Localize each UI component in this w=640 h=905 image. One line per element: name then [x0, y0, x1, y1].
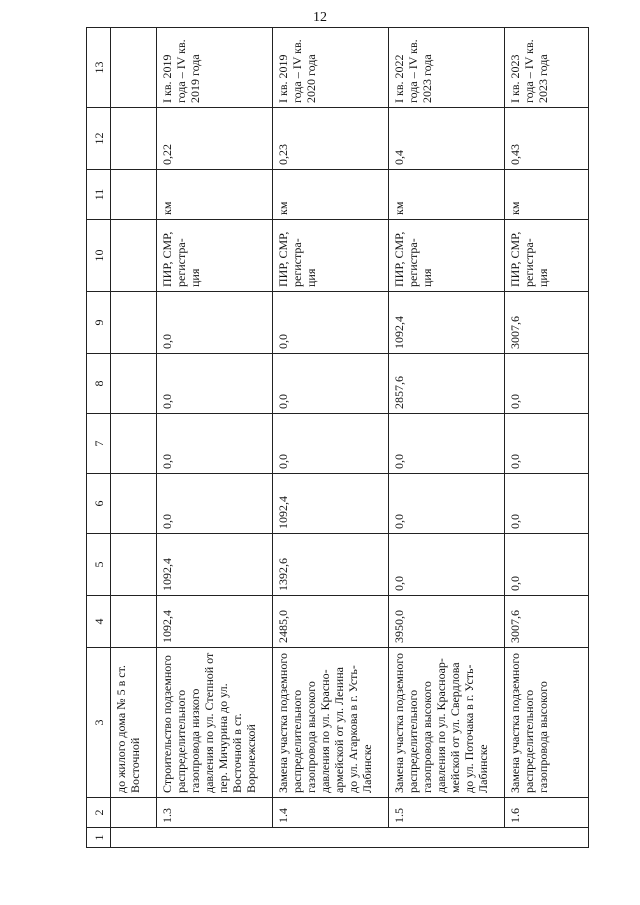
cell-c12: 0,22: [157, 108, 273, 170]
row-name-text: Замена участка подземного распределительного газопровода высокого: [508, 653, 550, 793]
rotated-table-wrapper: [86, 28, 588, 848]
cell-c10: ПИР, СМР, регистра-ция: [157, 220, 273, 292]
header-col-10: 10: [87, 220, 111, 292]
row-name-cell: [273, 648, 389, 798]
table-row: [273, 28, 389, 848]
cell-c10: ПИР, СМР, регистра-ция: [505, 220, 589, 292]
cell-c8: 0,0: [273, 354, 389, 414]
cell-c12: [111, 108, 157, 170]
cell-c4: [111, 596, 157, 648]
row-name-text: до жилого дома № 5 в ст. Восточной: [114, 665, 142, 793]
page-number: 12: [313, 10, 327, 25]
program-table: [86, 27, 589, 848]
row-number-cell: [111, 798, 157, 828]
row-name-cell: [157, 648, 273, 798]
cell-c7: 0,0: [389, 414, 505, 474]
header-row: [87, 28, 111, 848]
cell-c5: 1392,6: [273, 534, 389, 596]
cell-c6: 0,0: [505, 474, 589, 534]
cell-c12: 0,23: [273, 108, 389, 170]
header-col-11: 11: [87, 170, 111, 220]
cell-c4: 3007,6: [505, 596, 589, 648]
cell-c13: I кв. 2019 года – IV кв. 2020 года: [273, 28, 389, 108]
row-number-cell: 1.3: [157, 798, 273, 828]
cell-c11: км: [505, 170, 589, 220]
header-col-9: 9: [87, 292, 111, 354]
cell-c13: I кв. 2022 года – IV кв. 2023 года: [389, 28, 505, 108]
cell-c7: 0,0: [273, 414, 389, 474]
cell-c9: 3007,6: [505, 292, 589, 354]
header-col-8: 8: [87, 354, 111, 414]
cell-c4: 1092,4: [157, 596, 273, 648]
cell-c8: 0,0: [157, 354, 273, 414]
row-name-cell: [505, 648, 589, 798]
cell-c12: 0,4: [389, 108, 505, 170]
cell-c8: 0,0: [505, 354, 589, 414]
row-name-cell: [389, 648, 505, 798]
cell-c8: [111, 354, 157, 414]
cell-c4: 3950,0: [389, 596, 505, 648]
row-name-cell: [111, 648, 157, 798]
table-row: [389, 28, 505, 848]
cell-c5: [111, 534, 157, 596]
cell-c7: 0,0: [157, 414, 273, 474]
row-name-text: Замена участка подземного распределительного газопровода высокого давления по ул. Красноар-мейской от ул. Свердлова до ул. Поточака в г. Усть-Лабинске: [392, 653, 490, 793]
cell-c5: 1092,4: [157, 534, 273, 596]
header-col-12: 12: [87, 108, 111, 170]
header-col-7: 7: [87, 414, 111, 474]
cell-c6: [111, 474, 157, 534]
row-name-text: Строительство подземного распределительного газопровода низкого давления по ул. Степной от пер. Мичурина до ул. Восточной в ст. Воронежской: [160, 652, 258, 793]
cell-c5: 0,0: [505, 534, 589, 596]
table-row-continuation: [111, 28, 157, 848]
cell-c5: 0,0: [389, 534, 505, 596]
row-number-cell: 1.5: [389, 798, 505, 828]
cell-c8: 2857,6: [389, 354, 505, 414]
cell-c9: 1092,4: [389, 292, 505, 354]
row-number-cell: 1.6: [505, 798, 589, 828]
row-number-cell: 1.4: [273, 798, 389, 828]
cell-c11: км: [273, 170, 389, 220]
cell-c7: [111, 414, 157, 474]
table-row: [505, 28, 589, 848]
cell-c6: 0,0: [157, 474, 273, 534]
cell-c9: 0,0: [273, 292, 389, 354]
row-name-text: Замена участка подземного распределительного газопровода высокого давления по ул. Красно-армейской от ул. Ленина до ул. Агаркова в г. Усть-Лабинске: [276, 653, 374, 793]
cell-c10: [111, 220, 157, 292]
col1-cell: [111, 828, 589, 848]
header-col-2: 2: [87, 798, 111, 828]
cell-c12: 0,43: [505, 108, 589, 170]
cell-c7: 0,0: [505, 414, 589, 474]
cell-c10: ПИР, СМР, регистра-ция: [273, 220, 389, 292]
cell-c13: I кв. 2019 года – IV кв. 2019 года: [157, 28, 273, 108]
header-col-6: 6: [87, 474, 111, 534]
header-col-5: 5: [87, 534, 111, 596]
cell-c11: км: [157, 170, 273, 220]
table-row: [157, 28, 273, 848]
header-col-3: 3: [87, 648, 111, 798]
header-col-4: 4: [87, 596, 111, 648]
cell-c6: 0,0: [389, 474, 505, 534]
cell-c11: км: [389, 170, 505, 220]
cell-c6: 1092,4: [273, 474, 389, 534]
cell-c13: I кв. 2023 года – IV кв. 2023 года: [505, 28, 589, 108]
cell-c13: [111, 28, 157, 108]
rotated-table-container: [86, 28, 588, 848]
cell-c4: 2485,0: [273, 596, 389, 648]
cell-c10: ПИР, СМР, регистра-ция: [389, 220, 505, 292]
header-col-13: 13: [87, 28, 111, 108]
cell-c11: [111, 170, 157, 220]
cell-c9: 0,0: [157, 292, 273, 354]
cell-c9: [111, 292, 157, 354]
header-col-1: 1: [87, 828, 111, 848]
